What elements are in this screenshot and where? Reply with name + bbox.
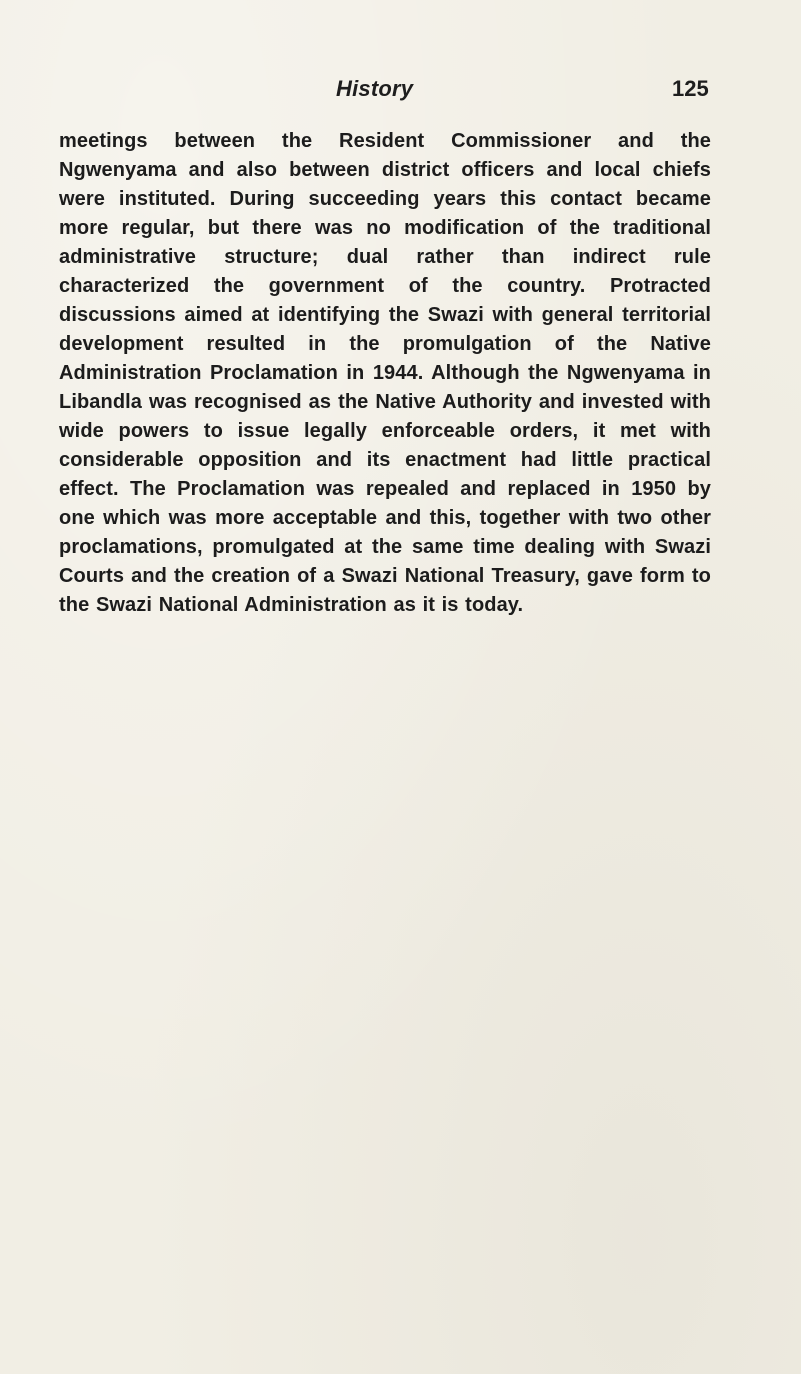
- running-header: [0, 76, 801, 106]
- page-number: 125: [672, 76, 709, 101]
- body-paragraph: meetings between the Resident Commissioner and the Ngwenyama and also between district officers and local chiefs were instituted. During succeeding years this contact became more regular, but there was no modification of the traditional administrative structure; dual rather than indirect rule characterized the government of the country. Protracted discussions aimed at identifying the Swazi with general territorial development resulted in the promulgation of the Native Administration Proclamation in 1944. Although the Ngwenyama in Libandla was recognised as the Native Authority and invested with wide powers to issue legally enforceable orders, it met with considerable opposition and its enactment had little practical effect. The Proclamation was repealed and replaced in 1950 by one which was more acceptable and this, together with two other proclamations, promulgated at the same time dealing with Swazi Courts and the creation of a Swazi National Treasury, gave form to the Swazi National Administration as it is today.: [59, 130, 711, 616]
- running-title: History: [336, 76, 414, 101]
